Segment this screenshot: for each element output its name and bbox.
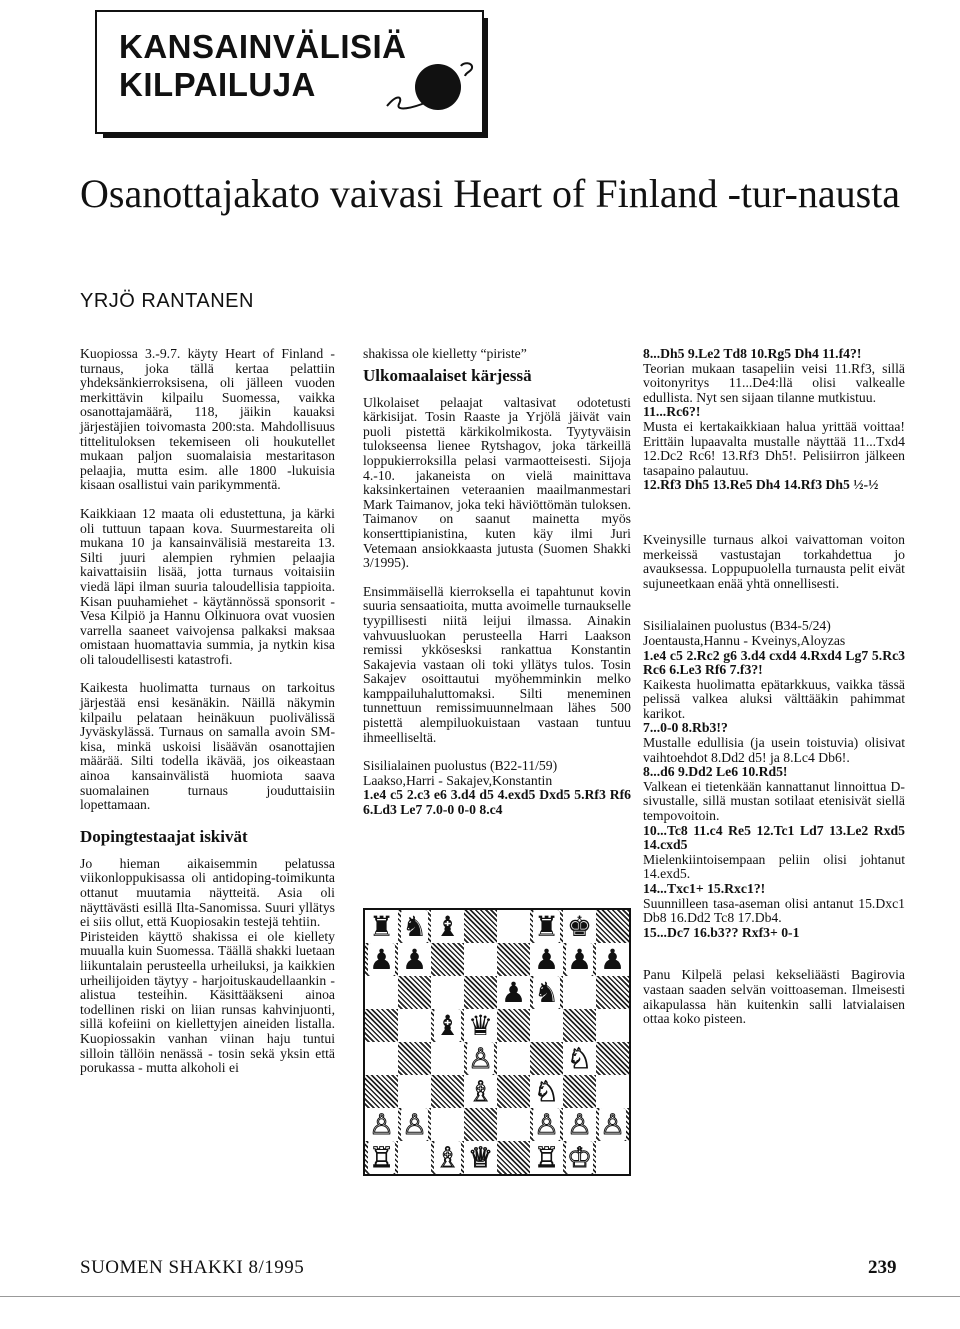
- game-moves: 1.e4 c5 2.c3 e6 3.d4 d5 4.exd5 Dxd5 5.Rf3 Rf6 6.Ld3 Le7 7.0-0 0-0 8.c4: [363, 787, 631, 818]
- board-square: [365, 1075, 398, 1108]
- chess-piece: ♙: [566, 1108, 593, 1141]
- annotation: Mustalle edullisia (ja usein toistuvia) olisivat vaihtoehdot 8.Dd2 d5! ja 8.Lc4 Db6!.: [643, 735, 905, 765]
- annotation: Kaikesta huolimatta epätarkkuus, vaikka tässä pelissä valkea aluksi välttääkin pahimmat karikot.: [643, 676, 905, 721]
- page-number: 239: [868, 1257, 897, 1278]
- board-square: [530, 1042, 563, 1075]
- board-square: [497, 1075, 530, 1108]
- chess-piece: ♘: [566, 1042, 593, 1075]
- game-header: Sisilialainen puolustus (B34-5/24): [643, 618, 831, 634]
- game-players: Laakso,Harri - Sakajev,Konstantin: [363, 772, 553, 788]
- game-moves: 12.Rf3 Dh5 13.Re5 Dh4 14.Rf3 Dh5 ½-½: [643, 477, 879, 493]
- chess-piece: ♝: [434, 1009, 461, 1042]
- headline: Osanottajakato vaivasi Heart of Finland -tur-nausta: [80, 171, 901, 216]
- board-square: [431, 1075, 464, 1108]
- chess-piece: ♜: [533, 910, 560, 943]
- game-header: Sisilialainen puolustus (B22-11/59): [363, 758, 558, 774]
- chess-piece: ♟: [500, 976, 527, 1009]
- board-square: [431, 1108, 464, 1141]
- board-square: [398, 1075, 431, 1108]
- banner-line-1: KANSAINVÄLISIÄ: [119, 28, 407, 65]
- board-square: [596, 976, 629, 1009]
- game-moves: 11...Rc6?!: [643, 404, 701, 420]
- magazine-title: SUOMEN SHAKKI 8/1995: [80, 1257, 305, 1278]
- board-square: [464, 976, 497, 1009]
- game-moves: 15...Dc7 16.b3?? Rxf3+ 0-1: [643, 924, 800, 940]
- annotation: Valkean ei tietenkään kannattanut linnoittua D-sivustalle, sillä mustan sotilaat etenisivät siellä tempovoitoin.: [643, 778, 905, 824]
- chess-diagram: [363, 908, 631, 1176]
- paragraph: Panu Kilpelä pelasi kekseliäästi Bagirovia vastaan saaden selvän voittoaseman. Ilmeisesti aikapulassa hän kuitenkin salli latvialaisen ottaa koko pisteen.: [643, 967, 905, 1027]
- board-square: [398, 976, 431, 1009]
- paragraph: Ulkolaiset pelaajat valtasivat odotetusti kärkisijat. Tosin Raaste ja Yrjölä jäivät vain puoli pistettä kärkikolmikosta. Tyytyväisin tulokseensa lienee Rytshagov, joka tärkeillä loppukierroksilla pelasi varmaotteisesti. Sijoja 4.-10. jakaneista on vielä mainittava kaksinkertainen veteraanien maailmanmestari Mark Taimanov, joka teki häviöttömän tuloksen. Taimanov on saanut mainetta myös konserttipianistina, kuten käy ilmi Juri Vetemaan ansiokkaasta jutusta (Suomen Shakki 3/1995).: [363, 394, 631, 571]
- board-square: [596, 910, 629, 943]
- board-square: [365, 976, 398, 1009]
- game-moves: 14...Txc1+ 15.Rxc1?!: [643, 881, 766, 896]
- board-square: [431, 1042, 464, 1075]
- chess-piece: ♞: [533, 976, 560, 1009]
- paragraph: Piristeiden käyttö shakissa ei ole kiellety muualla kuin Suomessa. Täällä shakki luetaan liikuntalain perusteella urheiluksi, ja kaikkien urheilijoiden täytyy - harjoituskaudellaankin - alistua testeihin. Käsittääkseni ainoa todellinen riski on liian runsas kahvinjuonti, sillä kofeiini on kiellettyjen aineiden listalla. Kuopiossakin vanhan viinan haju tuntui silloin tällöin nenässä - tosin sekä yksin että porukassa - mutta alkoholi ei: [80, 928, 335, 1076]
- board-square: [563, 1075, 596, 1108]
- game-moves: 8...Dh5 9.Le2 Td8 10.Rg5 Dh4 11.f4?!: [643, 346, 862, 361]
- annotation: Mielenkiintoisempaan peliin olisi johtanut 14.exd5.: [643, 851, 905, 882]
- game-moves: 1.e4 c5 2.Rc2 g6 3.d4 cxd4 4.Rxd4 Lg7 5.Rc3 Rc6 6.Le3 Rf6 7.f3?!: [643, 647, 905, 678]
- paragraph: Kaikkiaan 12 maata oli edustettuna, ja kärki oli tuttuun tapaan kova. Suurmestareita oli mukana 10 ja kansainvälisiä mestareita 13. Silti juuri alempien ryhmien pelaajia kaivattaisiin lisää, jotta turnaus voitaisiin viedä läpi ilman suuria taloudellisia tappioita. Kisan puuhamiehet - käytännössä sponsorit - Vesa Kilpiö ja Hannu Olkinuora ovat vuosien varrella saaneet vaivojensa palkaksi maksaa omistaan huomattavia summia, ja nytkin kisa oli taloudellisesti katastrofi.: [80, 505, 335, 667]
- board-square: [464, 1108, 497, 1141]
- chess-piece: ♗: [467, 1075, 494, 1108]
- chess-piece: ♘: [533, 1075, 560, 1108]
- paragraph: Kaikesta huolimatta turnaus on tarkoitus järjestää ensi kesänäkin. Näillä näkymin kilpailu pelataan heinäkuun puolivälissä Jyväskylässä. Turnaus on samalla avoin SM-kisa, minkä uskoisi lisäävän osanottajien määrää. Silti todella ikävää, jos oikeastaan ainoa kansainvälistä huomiota saava suomalainen turnaus jouduttaisiin lopettamaan.: [80, 680, 335, 813]
- annotation: Teorian mukaan tasapeliin veisi 11.Rf3, sillä voitonyritys 11...De4:llä olisi valkealle edullista. Nyt sen sijaan tilanne mutkistuu.: [643, 360, 905, 405]
- chess-piece: ♚: [566, 910, 593, 943]
- subheading: Dopingtestaajat iskivät: [80, 826, 248, 846]
- board-square: [596, 1009, 629, 1042]
- subheading: Ulkomaalaiset kärjessä: [363, 365, 532, 385]
- footer-divider: [0, 1296, 960, 1297]
- board-square: [431, 976, 464, 1009]
- board-square: [563, 1009, 596, 1042]
- chess-piece: ♙: [599, 1108, 626, 1141]
- paragraph: Ensimmäisellä kierroksella ei tapahtunut kovin suuria sensaatioita, mutta avoimelle turnaukselle tyypillisesti niitä leijui ilmassa. Ainakin vahvuusluokan perusteella Harri Laakson remissi ykkösesksi rankattua Konstantin Sakajevia vastaan oli toki yllätys tulos. Tosin Sakajev osoittautui myöhemminkin melko kamppailuhaluttomaksi. Silti meneminen tunnettuun remissimuunnelmaan lähes 500 pistettä alempiluokuistaan vastaan tuntuu ihmeelliseltä.: [363, 583, 631, 745]
- chess-piece: ♖: [368, 1141, 395, 1174]
- game-moves: 7...0-0 8.Rb3!?: [643, 720, 728, 736]
- banner-line-2: KILPAILUJA: [119, 66, 316, 103]
- board-square: [365, 1009, 398, 1042]
- board-square: [431, 943, 464, 976]
- board-square: [497, 1141, 530, 1174]
- chess-piece: ♜: [368, 910, 395, 943]
- chess-piece: ♖: [533, 1141, 560, 1174]
- chess-piece: ♟: [566, 943, 593, 976]
- board-square: [497, 1108, 530, 1141]
- board-square: [596, 1042, 629, 1075]
- chess-piece: ♙: [533, 1108, 560, 1141]
- chess-piece: ♝: [434, 910, 461, 943]
- section-banner: [95, 10, 484, 134]
- chess-piece: ♞: [401, 910, 428, 943]
- board-square: [365, 1042, 398, 1075]
- board-square: [398, 1141, 431, 1174]
- chess-piece: ♔: [566, 1141, 593, 1174]
- board-square: [497, 1042, 530, 1075]
- chess-piece: ♙: [368, 1108, 395, 1141]
- game-players: Joentausta,Hannu - Kveinys,Aloyzas: [643, 632, 846, 648]
- board-square: [464, 910, 497, 943]
- column-3: [643, 347, 905, 1041]
- chess-piece: ♙: [401, 1108, 428, 1141]
- board-square: [398, 1042, 431, 1075]
- game-moves: 8...d6 9.Dd2 Le6 10.Rd5!: [643, 764, 788, 780]
- paragraph: Kveinysille turnaus alkoi vaivattoman voiton merkeissä vastustajan torkahdettua jo avauksessa. Loppupuolella turnausta pelit eivät sujuneetkaan enää yhtä onnellisesti.: [643, 531, 905, 591]
- question-mark-icon: [457, 60, 477, 86]
- board-square: [497, 1009, 530, 1042]
- board-square: [398, 1009, 431, 1042]
- chess-piece: ♟: [599, 943, 626, 976]
- board-square: [596, 1141, 629, 1174]
- game-moves: 10...Tc8 11.c4 Re5 12.Tc1 Ld7 13.Le2 Rxd5 14.cxd5: [643, 822, 905, 853]
- annotation: Musta ei kertakaikkiaan halua yrittää voittaa! Erittäin lupaavalta mustalle näyttää 11...Txd4 12.Dc2 Rc6! 13.Rf3 Dh5!. Pelisiirron jälkeen tasapaino palautuu.: [643, 418, 905, 478]
- paragraph: Kuopiossa 3.-9.7. käyty Heart of Finland -turnaus, joka tällä kertaa pelattiin yhdeksänkierroksisena, oli jälleen vuoden merkittävin kilpailu Suomessa, vaikka osanottajamäärä, 118, jäikin kauaksi järjestäjien toivomasta 200:sta. Mahdollisuus tittelituloksen tekemiseen oli houkutellet mukaan paljon suomalaisia mestaritason pelaajia, mutta esim. alle 1800 -lukuisia kisaan osallistui vain parikymmentä.: [80, 346, 335, 493]
- board-square: [464, 943, 497, 976]
- chess-piece: ♗: [434, 1141, 461, 1174]
- board-square: [497, 910, 530, 943]
- chess-piece: ♙: [467, 1042, 494, 1075]
- ball-icon: [415, 64, 461, 110]
- column-2: [363, 347, 631, 818]
- board-square: [530, 1009, 563, 1042]
- paragraph: Jo hieman aikaisemmin pelatussa viikonloppukisassa oli antidoping-toimikunta ottanut muutamia näytteitä. Asia oli näyttävästi esillä Ilta-Sanomissa. Suuri yllätys ei siis ollut, että Kuopiosakin testejä tehtiin.: [80, 855, 335, 930]
- board-square: [497, 943, 530, 976]
- chess-piece: ♟: [368, 943, 395, 976]
- board-square: [563, 976, 596, 1009]
- board-square: [596, 1075, 629, 1108]
- chess-piece: ♟: [401, 943, 428, 976]
- byline: YRJÖ RANTANEN: [80, 290, 254, 312]
- column-1: [80, 347, 335, 1090]
- chess-piece: ♛: [467, 1009, 494, 1042]
- chess-piece: ♕: [467, 1141, 494, 1174]
- annotation: Suunnilleen tasa-aseman olisi antanut 15.Dxc1 Db8 16.Dd2 Tc8 17.Db4.: [643, 895, 905, 926]
- chess-piece: ♟: [533, 943, 560, 976]
- paragraph: shakissa ole kielletty “piriste”: [363, 346, 527, 361]
